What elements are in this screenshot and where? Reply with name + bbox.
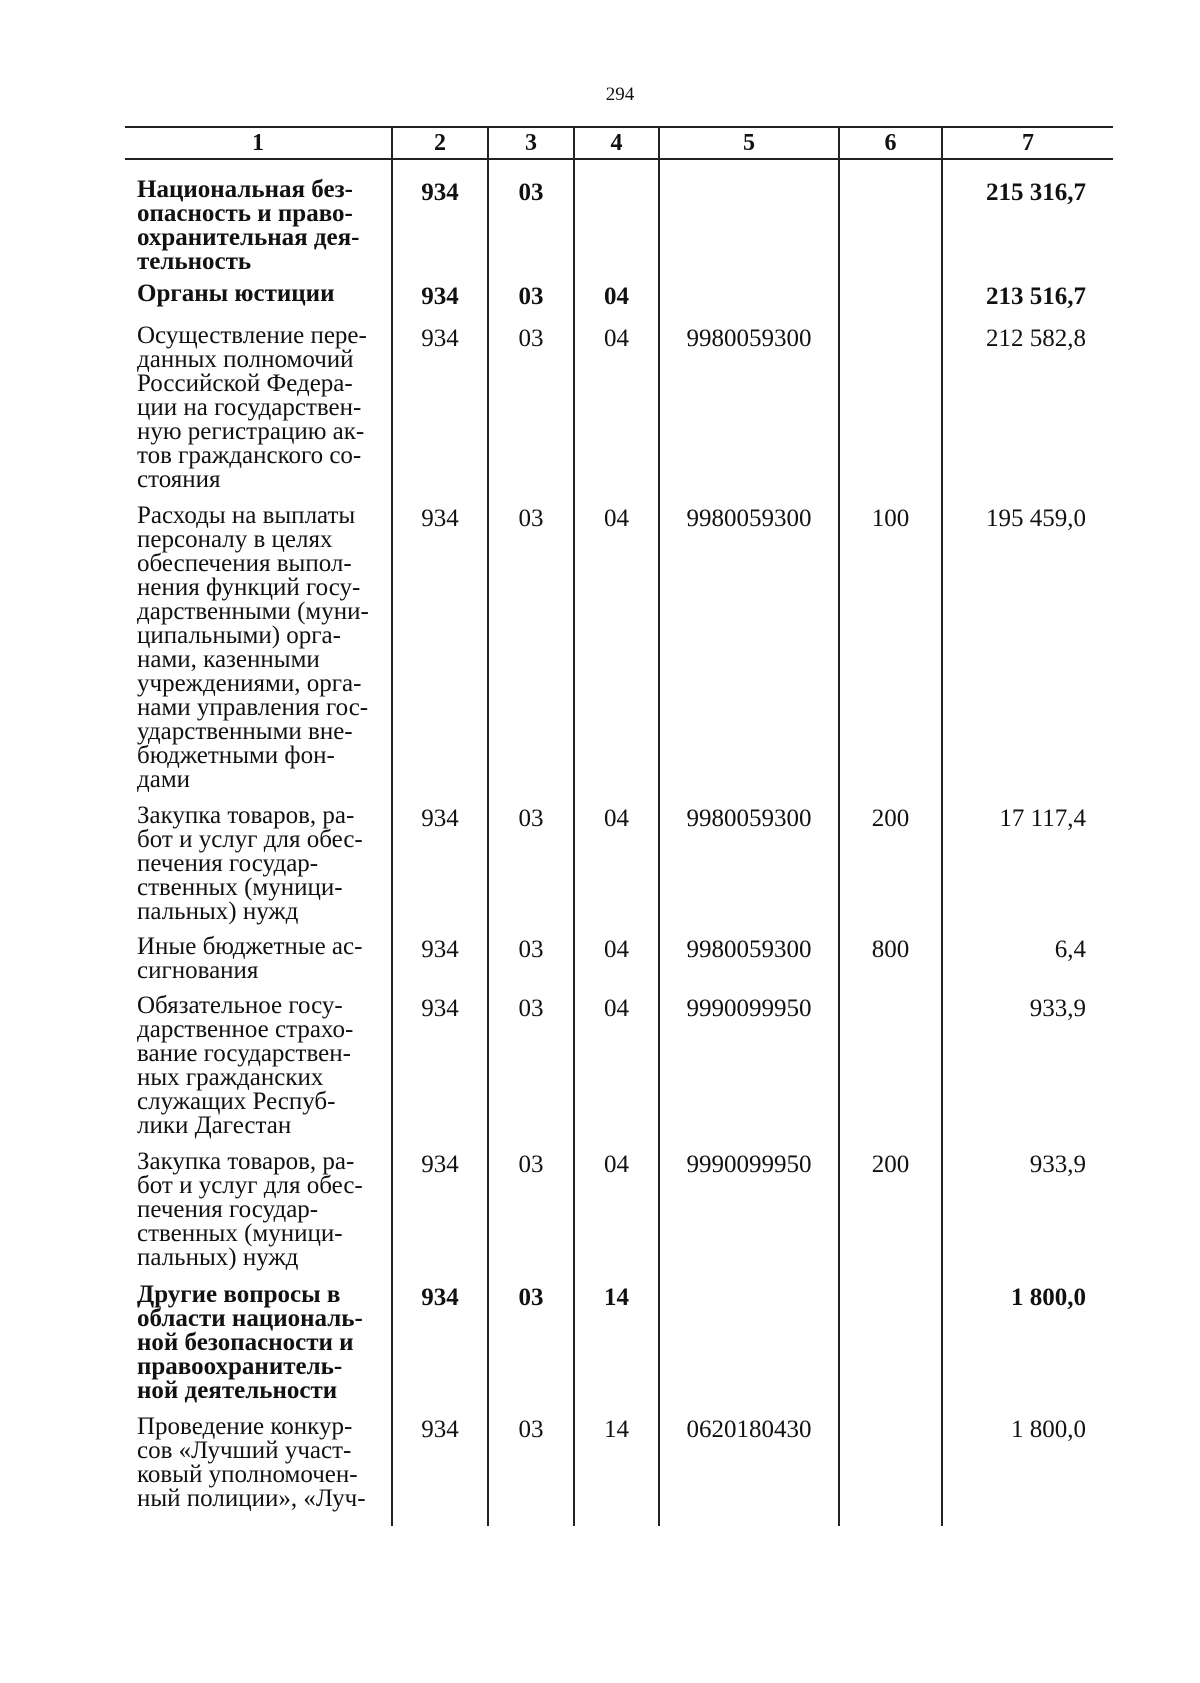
row-description xyxy=(125,324,392,504)
target-article-cell xyxy=(659,324,839,504)
description-line: Российской Федера- xyxy=(137,370,353,397)
ministry-code-cell xyxy=(392,1150,488,1283)
target-article-cell xyxy=(659,804,839,935)
target-article-cell xyxy=(659,1283,839,1415)
description-line: Органы юстиции xyxy=(137,280,335,307)
subsection-code-cell xyxy=(574,178,659,282)
column-header-4: 4 xyxy=(574,127,659,159)
ministry-code-cell-value: 934 xyxy=(421,1416,459,1443)
ministry-code-cell-value: 934 xyxy=(421,505,459,532)
description-line: печения государ- xyxy=(137,850,319,877)
section-code-cell-value: 03 xyxy=(518,1284,544,1311)
subsection-code-cell xyxy=(574,935,659,994)
description-line: нами управления гос- xyxy=(137,694,369,721)
description-line: ковый уполномочен- xyxy=(137,1461,358,1488)
column-header-3: 3 xyxy=(488,127,574,159)
subsection-code-cell-value: 04 xyxy=(604,805,629,832)
section-code-cell xyxy=(488,1150,574,1283)
target-article-cell-value xyxy=(660,282,838,285)
subsection-code-cell-value: 04 xyxy=(604,1151,629,1178)
subsection-code-cell-value: 04 xyxy=(604,325,629,352)
row-description xyxy=(125,1150,392,1283)
section-code-cell-value: 03 xyxy=(518,1151,544,1178)
description-line: ной деятельности xyxy=(137,1377,338,1404)
ministry-code-cell-value: 934 xyxy=(421,805,459,832)
amount-cell-value: 1 800,0 xyxy=(1011,1416,1086,1443)
description-line: Другие вопросы в xyxy=(137,1281,341,1308)
description-line: стояния xyxy=(137,466,221,493)
subsection-code-cell xyxy=(574,504,659,804)
description-line: бот и услуг для обес- xyxy=(137,826,363,853)
ministry-code-cell-value: 934 xyxy=(421,995,459,1022)
description-line: области националь- xyxy=(137,1305,363,1332)
amount-cell-value: 195 459,0 xyxy=(986,505,1086,532)
column-header-7: 7 xyxy=(942,127,1113,159)
subsection-code-cell xyxy=(574,1415,659,1526)
description-line: охранительная дея- xyxy=(137,224,360,251)
target-article-cell xyxy=(659,282,839,324)
subsection-code-cell-value: 14 xyxy=(604,1284,629,1311)
row-description xyxy=(125,1283,392,1415)
amount-cell xyxy=(942,1415,1113,1526)
description-line: тов гражданского со- xyxy=(137,442,362,469)
description-line: Осуществление пере- xyxy=(137,322,367,349)
section-code-cell-value: 03 xyxy=(518,283,544,310)
subsection-code-cell-value: 14 xyxy=(604,1416,629,1443)
target-article-cell xyxy=(659,504,839,804)
column-header-5: 5 xyxy=(659,127,839,159)
subsection-code-cell xyxy=(574,324,659,504)
description-line: пальных) нужд xyxy=(137,1244,299,1271)
description-line: вание государствен- xyxy=(137,1040,351,1067)
section-code-cell xyxy=(488,282,574,324)
subsection-code-cell xyxy=(574,1283,659,1415)
description-line: учреждениями, орга- xyxy=(137,670,362,697)
description-line: нами, казенными xyxy=(137,646,320,673)
expense-type-cell-value: 100 xyxy=(871,505,910,532)
description-line: печения государ- xyxy=(137,1196,319,1223)
section-code-cell xyxy=(488,804,574,935)
amount-cell-value: 215 316,7 xyxy=(986,179,1086,206)
subsection-code-cell-value: 04 xyxy=(604,283,629,310)
description-line: ции на государствен- xyxy=(137,394,362,421)
row-description xyxy=(125,282,392,324)
expense-type-cell-value: 800 xyxy=(871,936,910,963)
expense-type-cell xyxy=(839,1283,942,1415)
header-row xyxy=(125,127,1113,159)
expense-type-cell-value xyxy=(840,282,941,285)
section-code-cell xyxy=(488,1415,574,1526)
expense-type-cell-value xyxy=(840,178,941,181)
ministry-code-cell xyxy=(392,994,488,1150)
description-line: нения функций госу- xyxy=(137,574,361,601)
subsection-code-cell xyxy=(574,282,659,324)
subsection-code-cell xyxy=(574,994,659,1150)
description-line: ной безопасности и xyxy=(137,1329,354,1356)
column-header-6: 6 xyxy=(839,127,942,159)
target-article-cell-value xyxy=(660,178,838,181)
section-code-cell-value: 03 xyxy=(518,995,544,1022)
ministry-code-cell-value: 934 xyxy=(421,1284,459,1311)
table-row xyxy=(125,504,1113,804)
description-line: опасность и право- xyxy=(137,200,353,227)
row-description xyxy=(125,935,392,994)
target-article-cell-value: 9980059300 xyxy=(686,936,812,963)
description-line: Проведение конкур- xyxy=(137,1413,353,1440)
target-article-cell-value xyxy=(660,1283,838,1286)
description-line: персоналу в целях xyxy=(137,526,333,553)
description-line: дарственными (муни- xyxy=(137,598,369,625)
expense-type-cell xyxy=(839,804,942,935)
table-row xyxy=(125,994,1113,1150)
column-header-1: 1 xyxy=(125,127,392,159)
description-line: Обязательное госу- xyxy=(137,992,343,1019)
target-article-cell xyxy=(659,178,839,282)
description-line: Закупка товаров, ра- xyxy=(137,802,355,829)
expense-type-cell-value: 200 xyxy=(871,1151,910,1178)
amount-cell xyxy=(942,994,1113,1150)
ministry-code-cell xyxy=(392,282,488,324)
section-code-cell xyxy=(488,1283,574,1415)
table-row xyxy=(125,935,1113,994)
expense-type-cell xyxy=(839,994,942,1150)
target-article-cell xyxy=(659,994,839,1150)
table-row xyxy=(125,178,1113,282)
ministry-code-cell xyxy=(392,178,488,282)
expense-type-cell xyxy=(839,935,942,994)
table-row xyxy=(125,324,1113,504)
section-code-cell xyxy=(488,324,574,504)
description-line: дарственное страхо- xyxy=(137,1016,354,1043)
description-line: ную регистрацию ак- xyxy=(137,418,365,445)
section-code-cell xyxy=(488,504,574,804)
expense-type-cell-value: 200 xyxy=(871,805,910,832)
amount-cell xyxy=(942,1150,1113,1283)
row-description xyxy=(125,1415,392,1526)
ministry-code-cell-value: 934 xyxy=(421,283,459,310)
page-number: 294 xyxy=(605,84,635,105)
amount-cell xyxy=(942,804,1113,935)
section-code-cell-value: 03 xyxy=(518,936,544,963)
description-line: бюджетными фон- xyxy=(137,742,335,769)
table-row xyxy=(125,282,1113,324)
ministry-code-cell-value: 934 xyxy=(421,1151,459,1178)
expense-type-cell xyxy=(839,1415,942,1526)
table-row xyxy=(125,804,1113,935)
table-row xyxy=(125,1150,1113,1283)
expense-type-cell-value xyxy=(840,324,941,327)
subsection-code-cell-value: 04 xyxy=(604,936,629,963)
row-description xyxy=(125,994,392,1150)
description-line: пальных) нужд xyxy=(137,898,299,925)
description-line: сигнования xyxy=(137,957,259,984)
section-code-cell xyxy=(488,994,574,1150)
amount-cell xyxy=(942,935,1113,994)
ministry-code-cell xyxy=(392,804,488,935)
expense-type-cell-value xyxy=(840,1283,941,1286)
budget-table xyxy=(125,126,1113,1526)
row-description xyxy=(125,504,392,804)
section-code-cell-value: 03 xyxy=(518,325,544,352)
expense-type-cell-value xyxy=(840,1415,941,1418)
amount-cell xyxy=(942,282,1113,324)
description-line: служащих Респуб- xyxy=(137,1088,336,1115)
section-code-cell-value: 03 xyxy=(518,805,544,832)
description-line: обеспечения выпол- xyxy=(137,550,352,577)
column-header-2: 2 xyxy=(392,127,488,159)
section-code-cell xyxy=(488,178,574,282)
ministry-code-cell-value: 934 xyxy=(421,936,459,963)
description-line: ципальными) орга- xyxy=(137,622,341,649)
amount-cell xyxy=(942,324,1113,504)
ministry-code-cell xyxy=(392,1283,488,1415)
subsection-code-cell xyxy=(574,804,659,935)
description-line: Закупка товаров, ра- xyxy=(137,1148,355,1175)
target-article-cell-value: 9980059300 xyxy=(686,805,812,832)
target-article-cell-value: 9980059300 xyxy=(686,325,812,352)
expense-type-cell xyxy=(839,504,942,804)
target-article-cell xyxy=(659,1415,839,1526)
subsection-code-cell-value: 04 xyxy=(604,505,629,532)
expense-type-cell xyxy=(839,178,942,282)
target-article-cell-value: 9990099950 xyxy=(686,995,812,1022)
table-row xyxy=(125,1415,1113,1526)
target-article-cell-value: 9980059300 xyxy=(686,505,812,532)
description-line: дами xyxy=(137,766,191,793)
description-line: Национальная без- xyxy=(137,176,353,203)
amount-cell xyxy=(942,178,1113,282)
subsection-code-cell-value xyxy=(575,178,658,181)
description-line: тельность xyxy=(137,248,252,275)
ministry-code-cell xyxy=(392,935,488,994)
description-line: ственных (муници- xyxy=(137,1220,343,1247)
expense-type-cell xyxy=(839,324,942,504)
amount-cell-value: 933,9 xyxy=(1029,1151,1086,1178)
description-line: Иные бюджетные ас- xyxy=(137,933,363,960)
row-description xyxy=(125,804,392,935)
amount-cell xyxy=(942,1283,1113,1415)
description-line: Расходы на выплаты xyxy=(137,502,356,529)
target-article-cell-value: 0620180430 xyxy=(686,1416,812,1443)
ministry-code-cell xyxy=(392,324,488,504)
description-line: бот и услуг для обес- xyxy=(137,1172,363,1199)
description-line: сов «Лучший участ- xyxy=(137,1437,352,1464)
expense-type-cell-value xyxy=(840,994,941,997)
ministry-code-cell xyxy=(392,1415,488,1526)
table-row xyxy=(125,1283,1113,1415)
description-line: ственных (муници- xyxy=(137,874,343,901)
target-article-cell xyxy=(659,935,839,994)
amount-cell-value: 933,9 xyxy=(1029,995,1086,1022)
ministry-code-cell-value: 934 xyxy=(421,179,459,206)
description-line: ных гражданских xyxy=(137,1064,324,1091)
target-article-cell-value: 9990099950 xyxy=(686,1151,812,1178)
amount-cell-value: 1 800,0 xyxy=(1011,1284,1086,1311)
subsection-code-cell xyxy=(574,1150,659,1283)
amount-cell-value: 212 582,8 xyxy=(986,325,1086,352)
description-line: ный полиции», «Луч- xyxy=(137,1485,366,1512)
target-article-cell xyxy=(659,1150,839,1283)
amount-cell-value: 17 117,4 xyxy=(999,805,1086,832)
amount-cell xyxy=(942,504,1113,804)
row-description xyxy=(125,178,392,282)
section-code-cell-value: 03 xyxy=(518,505,544,532)
description-line: ударственными вне- xyxy=(137,718,353,745)
subsection-code-cell-value: 04 xyxy=(604,995,629,1022)
ministry-code-cell xyxy=(392,504,488,804)
description-line: лики Дагестан xyxy=(137,1112,292,1139)
amount-cell-value: 213 516,7 xyxy=(986,283,1086,310)
section-code-cell-value: 03 xyxy=(518,179,544,206)
expense-type-cell xyxy=(839,282,942,324)
amount-cell-value: 6,4 xyxy=(1054,936,1086,963)
expense-type-cell xyxy=(839,1150,942,1283)
description-line: правоохранитель- xyxy=(137,1353,343,1380)
section-code-cell xyxy=(488,935,574,994)
ministry-code-cell-value: 934 xyxy=(421,325,459,352)
description-line: данных полномочий xyxy=(137,346,354,373)
section-code-cell-value: 03 xyxy=(518,1416,544,1443)
